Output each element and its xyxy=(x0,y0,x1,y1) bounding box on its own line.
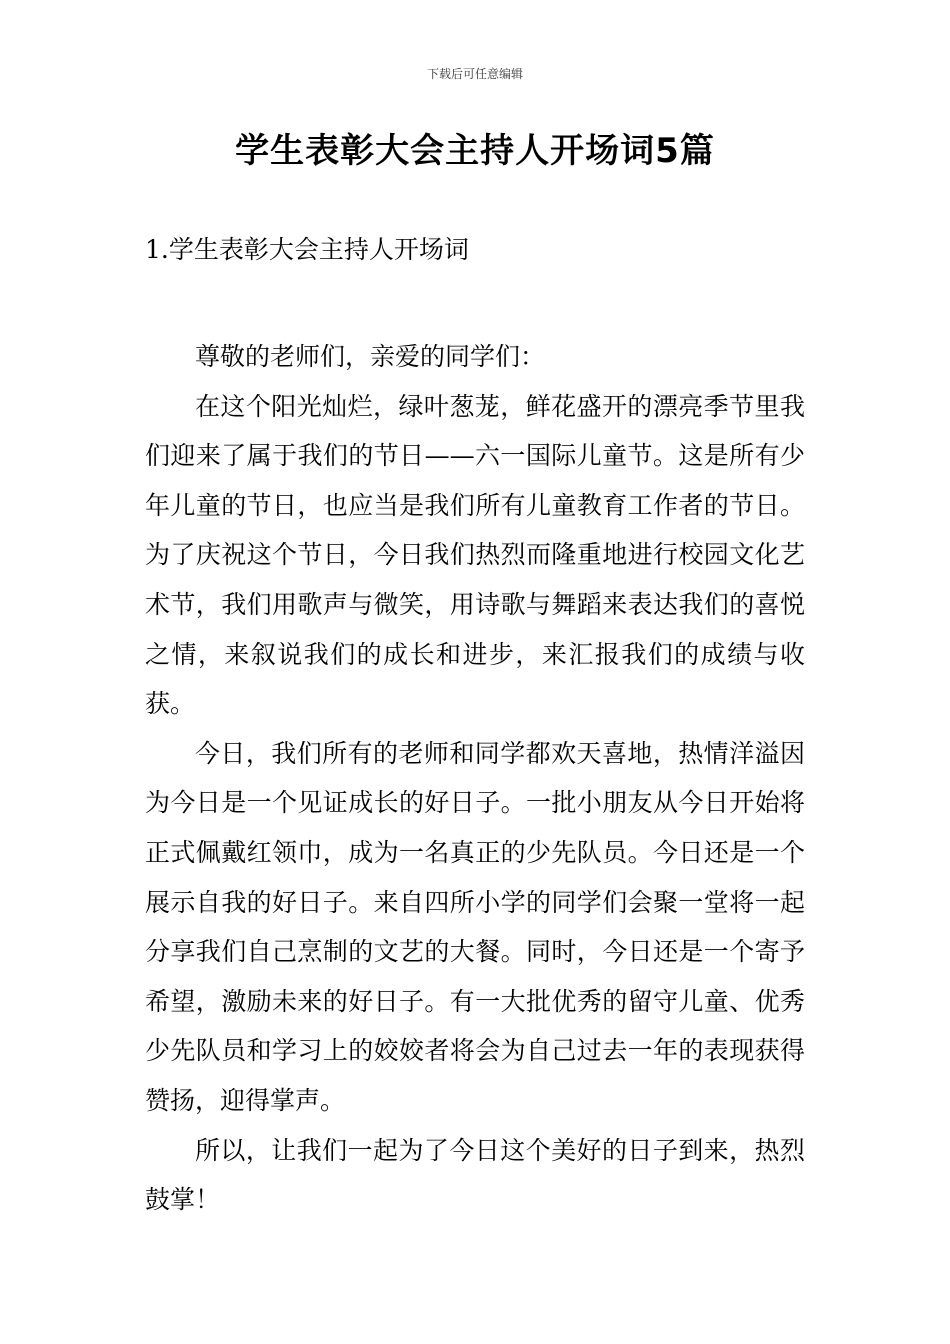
paragraph: 今日，我们所有的老师和同学都欢天喜地，热情洋溢因为今日是一个见证成长的好日子。一批小朋友从今日开始将正式佩戴红领巾，成为一名真正的少先队员。今日还是一个展示自我的好日子。来自四所小学的同学们会聚一堂将一起分享我们自己烹制的文艺的大餐。同时，今日还是一个寄予希望，激励未来的好日子。有一大批优秀的留守儿童、优秀少先队员和学习上的姣姣者将会为自己过去一年的表现获得赞扬，迎得掌声。 xyxy=(145,738,805,1115)
body-text xyxy=(145,332,805,1225)
paragraph-greeting: 尊敬的老师们，亲爱的同学们： xyxy=(195,342,546,371)
header-note: 下载后可任意编辑 xyxy=(426,67,523,81)
section-heading: 1.学生表彰大会主持人开场词 xyxy=(145,235,469,264)
paragraph: 在这个阳光灿烂，绿叶葱茏，鲜花盛开的漂亮季节里我们迎来了属于我们的节日——六一国际儿童节。这是所有少年儿童的节日，也应当是我们所有儿童教育工作者的节日。为了庆祝这个节日，今日我们热烈而隆重地进行校园文化艺术节，我们用歌声与微笑，用诗歌与舞蹈来表达我们的喜悦之情，来叙说我们的成长和进步，来汇报我们的成绩与收获。 xyxy=(145,391,805,719)
document-title: 学生表彰大会主持人开场词5篇 xyxy=(235,131,715,171)
paragraph: 所以，让我们一起为了今日这个美好的日子到来，热烈鼓掌！ xyxy=(145,1135,805,1215)
